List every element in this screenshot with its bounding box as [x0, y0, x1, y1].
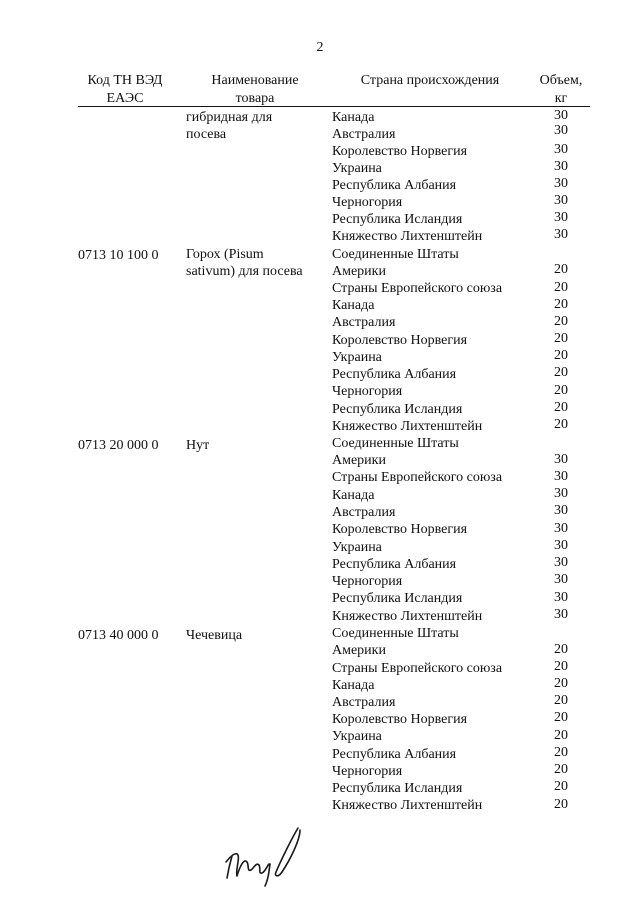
- volume-cell: 30: [554, 176, 568, 191]
- name-line: Горох (Pisum: [186, 247, 264, 262]
- volume-cell: 20: [554, 383, 568, 398]
- country-cell: Королевство Норвегия: [332, 522, 468, 537]
- country-cell: Княжество Лихтенштейн: [332, 229, 483, 244]
- volume-cell: 30: [554, 486, 568, 501]
- volume-cell: 30: [554, 108, 568, 123]
- continuation-name: [186, 109, 326, 144]
- volume-cell: 30: [554, 452, 568, 467]
- header-country: Страна происхождения: [360, 73, 500, 88]
- country-cell: Украина: [332, 350, 382, 365]
- volume-cell: 30: [554, 123, 568, 138]
- volume-cell: 20: [554, 710, 568, 725]
- product-code: 0713 10 100 0: [78, 248, 159, 263]
- name-line: Чечевица: [186, 628, 243, 643]
- volume-cell: 20: [554, 779, 568, 794]
- volume-cell: 30: [554, 227, 568, 242]
- product-name: [186, 627, 326, 644]
- product-name: [186, 437, 326, 454]
- volume-cell: 20: [554, 314, 568, 329]
- name-line: Нут: [186, 438, 210, 453]
- country-cell: Княжество Лихтенштейн: [332, 419, 483, 434]
- country-cell: Австралия: [332, 315, 396, 330]
- volume-cell: 30: [554, 159, 568, 174]
- country-cell: Республика Албания: [332, 747, 457, 762]
- name-line: sativum) для посева: [186, 264, 303, 280]
- country-cell: Черногория: [332, 764, 403, 779]
- volume-cell: 20: [554, 262, 568, 277]
- volume-cell: 30: [554, 142, 568, 157]
- volume-cell: 20: [554, 297, 568, 312]
- volume-cell: 20: [554, 659, 568, 674]
- country-cell: Украина: [332, 161, 382, 176]
- country-cell: Черногория: [332, 384, 403, 399]
- header-volume-line: кг: [554, 91, 568, 106]
- country-cell: Черногория: [332, 574, 403, 589]
- name-line: посева: [186, 127, 227, 143]
- country-cell: Республика Исландия: [332, 781, 463, 796]
- country-cell: Соединенные Штаты: [332, 247, 459, 262]
- country-cell: Австралия: [332, 505, 396, 520]
- country-cell: Австралия: [332, 695, 396, 710]
- country-cell: Австралия: [332, 127, 396, 142]
- country-cell: Королевство Норвегия: [332, 144, 468, 159]
- volume-cell: 20: [554, 693, 568, 708]
- product-name: [186, 246, 326, 281]
- volume-cell: 30: [554, 503, 568, 518]
- volume-cell: 20: [554, 762, 568, 777]
- volume-cell: 20: [554, 797, 568, 812]
- country-cell: Республика Исландия: [332, 212, 463, 227]
- volume-cell: 30: [554, 469, 568, 484]
- country-cell: Княжество Лихтенштейн: [332, 609, 483, 624]
- country-cell: Страны Европейского союза: [332, 281, 503, 296]
- volume-cell: 20: [554, 417, 568, 432]
- volume-cell: 30: [554, 590, 568, 605]
- country-cell: Канада: [332, 488, 375, 503]
- country-cell: Республика Албания: [332, 557, 457, 572]
- volume-cell: 30: [554, 572, 568, 587]
- header-name: [180, 72, 330, 108]
- header-volume-line: Объем,: [539, 73, 583, 88]
- country-cell: Канада: [332, 110, 375, 125]
- volume-cell: 30: [554, 521, 568, 536]
- volume-cell: 20: [554, 348, 568, 363]
- country-cell: Канада: [332, 678, 375, 693]
- volume-cell: 30: [554, 538, 568, 553]
- handwritten-signature: [220, 818, 340, 888]
- volume-cell: 20: [554, 745, 568, 760]
- header-rule: [78, 106, 590, 107]
- country-cell: Черногория: [332, 195, 403, 210]
- volume-cell: 30: [554, 607, 568, 622]
- country-cell: Королевство Норвегия: [332, 712, 468, 727]
- name-line: гибридная для: [186, 110, 273, 125]
- country-cell: Украина: [332, 729, 382, 744]
- country-cell: Королевство Норвегия: [332, 333, 468, 348]
- volume-cell: 20: [554, 642, 568, 657]
- country-cell: Канада: [332, 298, 375, 313]
- product-code: 0713 40 000 0: [78, 628, 159, 643]
- volume-cell: 20: [554, 280, 568, 295]
- header-name-line: товара: [235, 91, 275, 106]
- country-cell: Республика Албания: [332, 178, 457, 193]
- country-cell: Соединенные Штаты: [332, 626, 459, 641]
- volume-cell: 20: [554, 331, 568, 346]
- country-cell: Республика Исландия: [332, 402, 463, 417]
- country-cell: Соединенные Штаты: [332, 436, 459, 451]
- country-cell: Страны Европейского союза: [332, 470, 503, 485]
- page-number: 2: [316, 40, 324, 55]
- country-cell: Америки: [332, 643, 386, 658]
- country-cell: Америки: [332, 264, 386, 279]
- volume-cell: 30: [554, 555, 568, 570]
- volume-cell: 20: [554, 365, 568, 380]
- volume-cell: 20: [554, 728, 568, 743]
- country-cell: Княжество Лихтенштейн: [332, 798, 483, 813]
- country-cell: Страны Европейского союза: [332, 661, 503, 676]
- header-volume: [534, 72, 588, 108]
- header-name-line: Наименование: [211, 73, 299, 88]
- header-code-line: ЕАЭС: [106, 91, 144, 106]
- header-code-line: Код ТН ВЭД: [87, 73, 163, 88]
- volume-cell: 20: [554, 400, 568, 415]
- volume-cell: 30: [554, 193, 568, 208]
- country-cell: Республика Исландия: [332, 591, 463, 606]
- product-code: 0713 20 000 0: [78, 438, 159, 453]
- header-code: [78, 72, 172, 108]
- volume-cell: 30: [554, 210, 568, 225]
- country-cell: Республика Албания: [332, 367, 457, 382]
- country-cell: Украина: [332, 540, 382, 555]
- country-cell: Америки: [332, 453, 386, 468]
- volume-cell: 20: [554, 676, 568, 691]
